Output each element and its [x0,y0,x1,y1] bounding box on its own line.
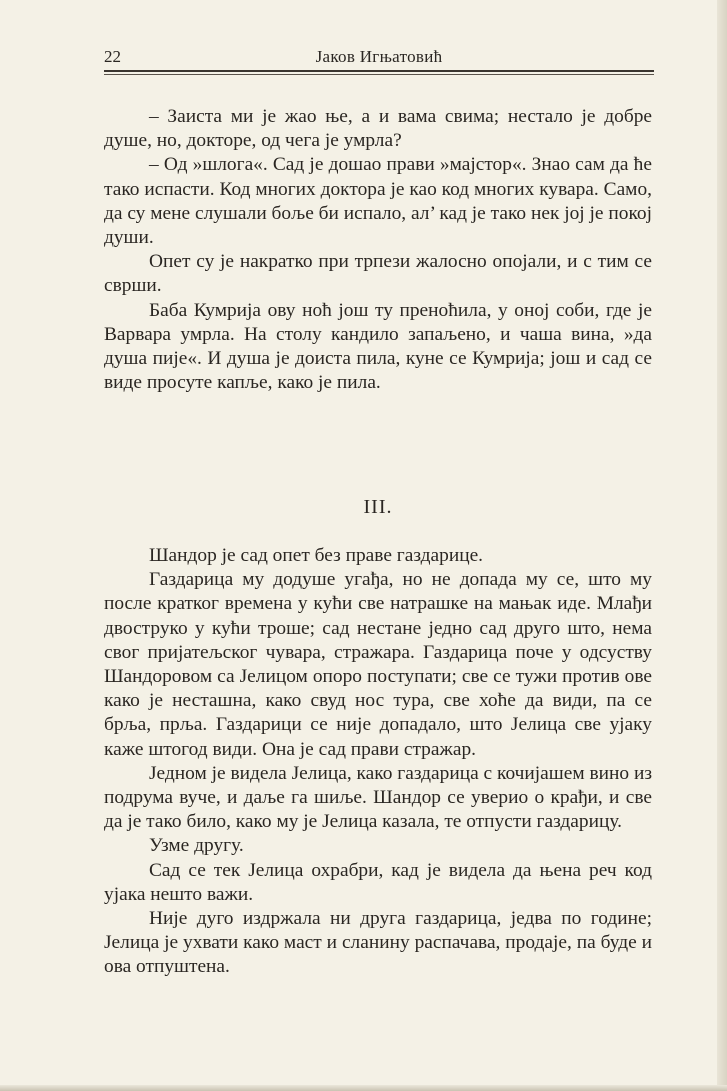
page-edge [717,0,727,1091]
paragraph: Једном је видела Јелица, како газдарица с кочијашем вино из подрума вуче, и даље га шиље. Шандор се уверио о крађи, и све да је тако било, како му је Јелица казала, те отпусти газдарицу. [104,762,652,833]
page-bottom-edge [0,1085,727,1091]
paragraph: Узме другу. [149,835,244,857]
paragraph: – Од »шлога«. Сад је дошао прави »мајстор«. Знао сам да ће тако испасти. Код многих доктора је као код многих кувара. Само, да су мене слушали боље би испало, ал’ кад је тако нек јој је покој души. [104,154,652,249]
paragraph: Шандор је сад опет без праве газдарице. [149,545,484,566]
header-rule-thin [104,74,654,75]
paragraph: Сад се тек Јелица охрабри, кад је видела да њена реч код ујака нешто важи. [104,859,652,905]
page-number: 22 [104,47,121,66]
paragraph: – Заиста ми је жао ње, а и вама свима; нестало је добре душе, но, докторе, од чега је умрла? [104,106,652,152]
paragraph: Није дуго издржала ни друга газдарица, једва по године; Јелица је ухвати како маст и сланину распачава, продаје, па буде и ова отпуштена. [104,908,652,978]
paragraph: Баба Кумрија ову ноћ још ту преноћила, у оној соби, где је Варвара умрла. На столу кандило запаљено, и чаша вина, »да душа пије«. И душа је доиста пила, куне се Кумрија; још и сад се виде просуте капље, како је пила. [104,299,652,394]
text-block-after-chapter [104,544,652,980]
paragraph: Опет су је накратко при трпези жалосно опојали, и с тим се сврши. [104,251,652,297]
running-header [104,47,654,69]
paragraph: Газдарица му додуше угађа, но не допада му се, што му после кратког времена у кући све натрашке на мањак иде. Млађи двоструко у кући троше; сад нестане једно сад друго што, нема свог пријатељског чувара, стражара. Газдарица поче у одсуству Шандоровом са Јелицом опоро поступати; све се тужи против ове како је несташна, како свуд нос тура, све хоће да види, па се брља, прља. Газдарици се није допадало, што Јелица све ујаку каже штогод види. Она је сад прави стражар. [104,569,652,760]
text-block-before-chapter [104,105,652,395]
header-rule-thick [104,70,654,72]
running-title: Јаков Игњатовић [315,47,443,66]
chapter-heading: III. [363,496,393,518]
